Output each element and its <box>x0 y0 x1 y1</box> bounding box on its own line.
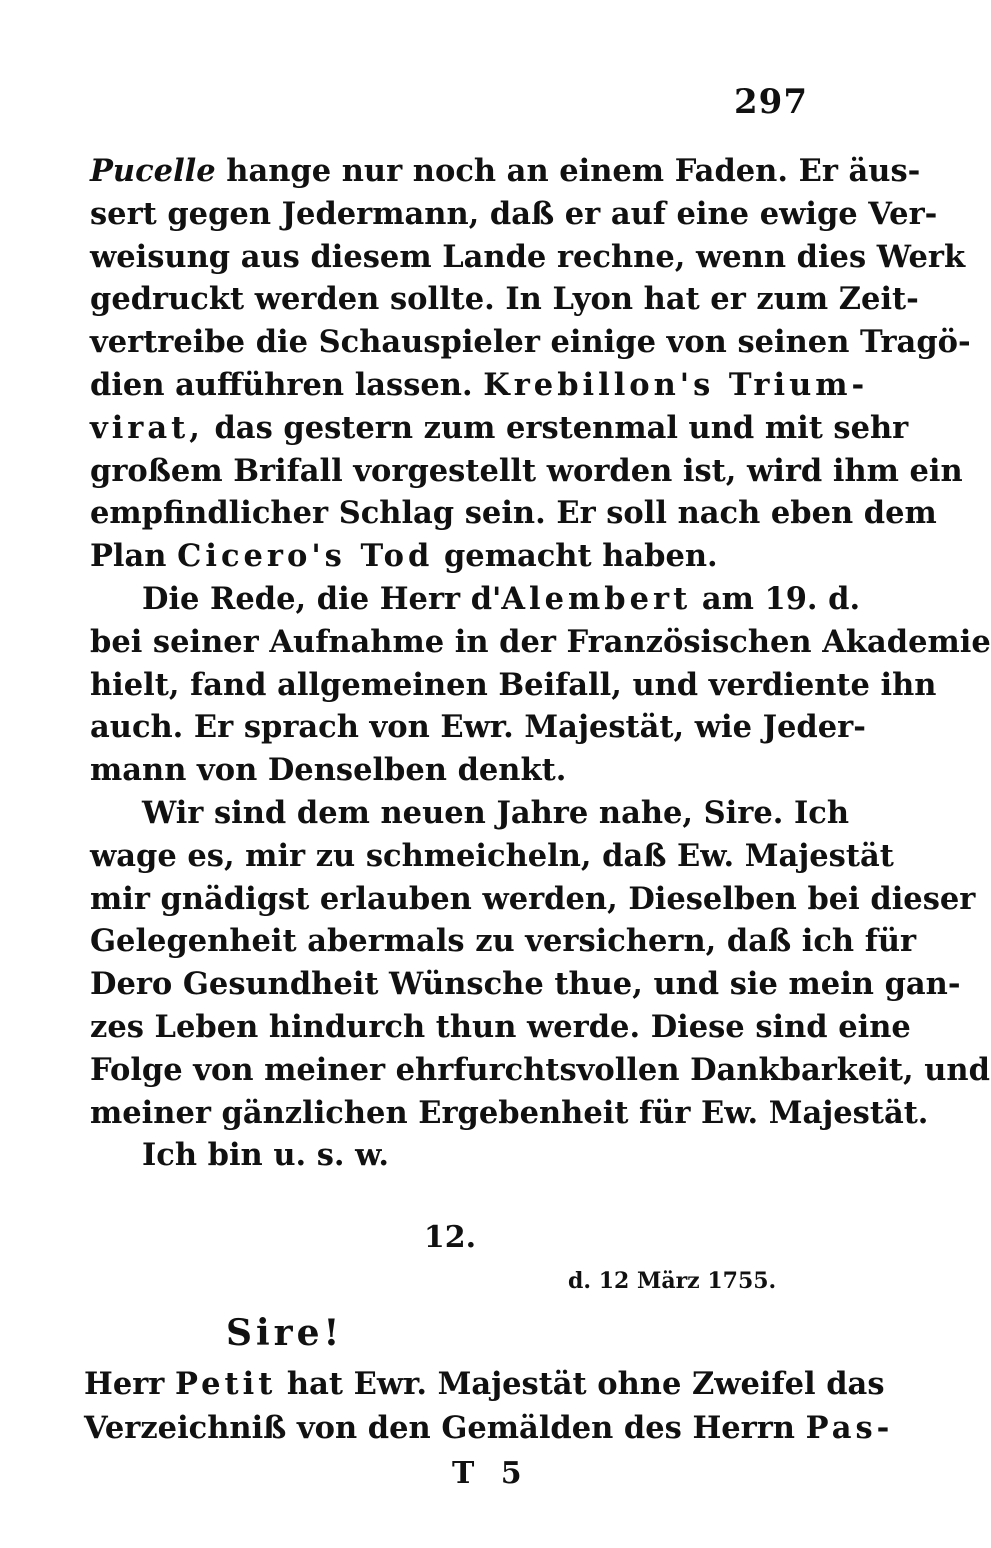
text-line: dien aufführen lassen. Krebillon's Trium- <box>90 366 869 403</box>
text-line: meiner gänzlichen Ergebenheit für Ew. Majestät. <box>90 1094 929 1131</box>
text-line: auch. Er sprach von Ewr. Majestät, wie Jeder- <box>90 709 866 746</box>
text-line: empfindlicher Schlag sein. Er soll nach eben dem <box>90 495 937 532</box>
text-line: mann von Denselben denkt. <box>90 752 567 789</box>
text-line: zes Leben hindurch thun werde. Diese sind eine <box>90 1008 911 1045</box>
closing-line: Ich bin u. s. w. <box>142 1137 389 1174</box>
spaced-name: Krebillon's Trium- <box>483 366 869 403</box>
spaced-name: Alembert <box>501 580 692 617</box>
printer-signature-mark: T 5 <box>452 1456 530 1491</box>
body-text <box>90 150 991 1177</box>
italic-title: Pucelle <box>90 153 216 189</box>
text-line: Pucelle hange nur noch an einem Faden. Er äus- <box>90 153 921 189</box>
text-line: sert gegen Jedermann, daß er auf eine ewige Ver- <box>90 195 938 232</box>
text-line: Die Rede, die Herr d'Alembert am 19. d. <box>142 580 861 617</box>
text-line: Verzeichniß von den Gemälden des Herrn Pas- <box>84 1410 894 1446</box>
spaced-name: Pas- <box>805 1410 894 1446</box>
text-line: wage es, mir zu schmeicheln, daß Ew. Majestät <box>90 837 894 874</box>
text-line: vertreibe die Schauspieler einige von seinen Tragö- <box>90 324 971 361</box>
text-line: hielt, fand allgemeinen Beifall, und verdiente ihn <box>90 666 937 703</box>
spaced-name: virat, <box>90 409 204 446</box>
text-line: weisung aus diesem Lande rechne, wenn dies Werk <box>90 238 966 275</box>
spaced-name: Petit <box>175 1366 277 1402</box>
text-line: gedruckt werden sollte. In Lyon hat er zum Zeit- <box>90 281 919 318</box>
text-line: großem Brifall vorgestellt worden ist, wird ihm ein <box>90 452 963 489</box>
text-line: virat, das gestern zum erstenmal und mit sehr <box>90 409 909 446</box>
letter-date: d. 12 März 1755. <box>568 1268 777 1294</box>
text-line: Folge von meiner ehrfurchtsvollen Dankbarkeit, und <box>90 1051 990 1088</box>
page-number: 297 <box>734 82 808 122</box>
spaced-name: Cicero's Tod <box>177 538 434 575</box>
text-line: Wir sind dem neuen Jahre nahe, Sire. Ich <box>142 794 849 831</box>
text-line: Dero Gesundheit Wünsche thue, und sie mein gan- <box>90 966 961 1003</box>
text-line: Gelegenheit abermals zu versichern, daß ich für <box>90 923 917 960</box>
salutation: Sire! <box>226 1312 344 1354</box>
letter-number: 12. <box>423 1220 477 1255</box>
letter-text <box>84 1362 894 1450</box>
text-line: Plan Cicero's Tod gemacht haben. <box>90 538 718 575</box>
text-line: bei seiner Aufnahme in der Französischen Akademie <box>90 623 991 660</box>
text-line: mir gnädigst erlauben werden, Dieselben bei dieser <box>90 880 976 917</box>
text-line: Herr Petit hat Ewr. Majestät ohne Zweifel das <box>84 1366 885 1402</box>
